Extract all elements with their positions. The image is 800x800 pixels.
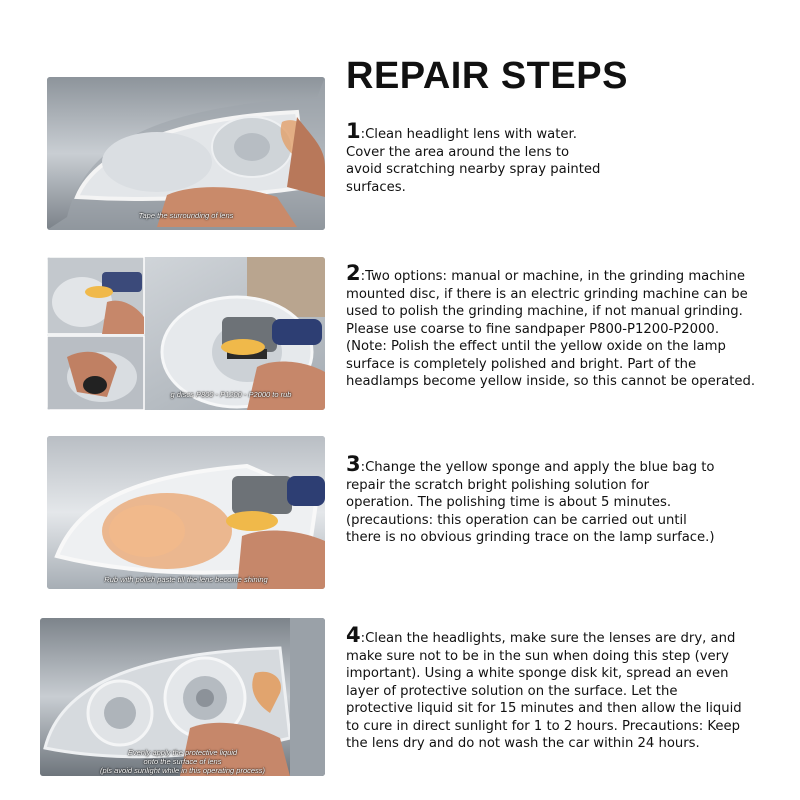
step-2-text-block xyxy=(346,261,756,391)
step-1-text-block xyxy=(346,119,606,196)
step-3-description: :Change the yellow sponge and apply the blue bag to repair the scratch bright polishing solution for operation. The polishing time is about 5 minutes. (precautions: this operation can be carried out until there is no obvious grinding trace on the lamp surface.) xyxy=(346,460,715,545)
step-2-caption: g discs P800 - P1200 - P2000 to rub xyxy=(170,390,292,399)
step-1-number: 1 xyxy=(346,119,361,143)
step-1-photo xyxy=(47,77,325,230)
step-4-text-block xyxy=(346,623,746,753)
headlight-photo-2 xyxy=(47,257,325,410)
step-2-photo xyxy=(47,257,325,410)
step-1-description: :Clean headlight lens with water. Cover the area around the lens to avoid scratching nearby spray painted surfaces. xyxy=(346,127,601,195)
step-4-photo xyxy=(40,618,325,776)
step-2-number: 2 xyxy=(346,261,361,285)
step-3-photo xyxy=(47,436,325,589)
step-3-caption: Rub with polish paste till the lens become shining xyxy=(104,575,268,584)
step-4-description: :Clean the headlights, make sure the lenses are dry, and make sure not to be in the sun when doing this step (very important). Using a white sponge disk kit, spread an even layer of protective solution on the surface. Let the protective liquid sit for 15 minutes and then allow the liquid to cure in direct sunlight for 1 to 2 hours. Precautions: Keep the lens dry and do not wash the car within 24 hours. xyxy=(346,631,742,751)
step-4-caption-line-3: (pls avoid sunlight while in this operating process) xyxy=(99,766,266,775)
step-3-text-block xyxy=(346,452,716,547)
step-4-caption-line-1: Evenly apply the protective liquid xyxy=(127,748,238,757)
step-3-number: 3 xyxy=(346,452,361,476)
headlight-photo-3 xyxy=(47,436,325,589)
step-1-caption: Tape the surrounding of lens xyxy=(138,211,234,220)
step-4-caption-line-2: onto the surface of lens xyxy=(143,757,222,766)
headlight-photo-1 xyxy=(47,77,325,230)
page-title: REPAIR STEPS xyxy=(346,55,628,97)
step-2-description: :Two options: manual or machine, in the grinding machine mounted disc, if there is an electric grinding machine can be used to polish the grinding machine, if not manual grinding. Please use coarse to fine sandpaper P800-P1200-P2000. (Note: Polish the effect until the yellow oxide on the lamp surface is completely polished and bright. Part of the headlamps become yellow inside, so this cannot be operated. xyxy=(346,269,756,389)
step-4-number: 4 xyxy=(346,623,361,647)
